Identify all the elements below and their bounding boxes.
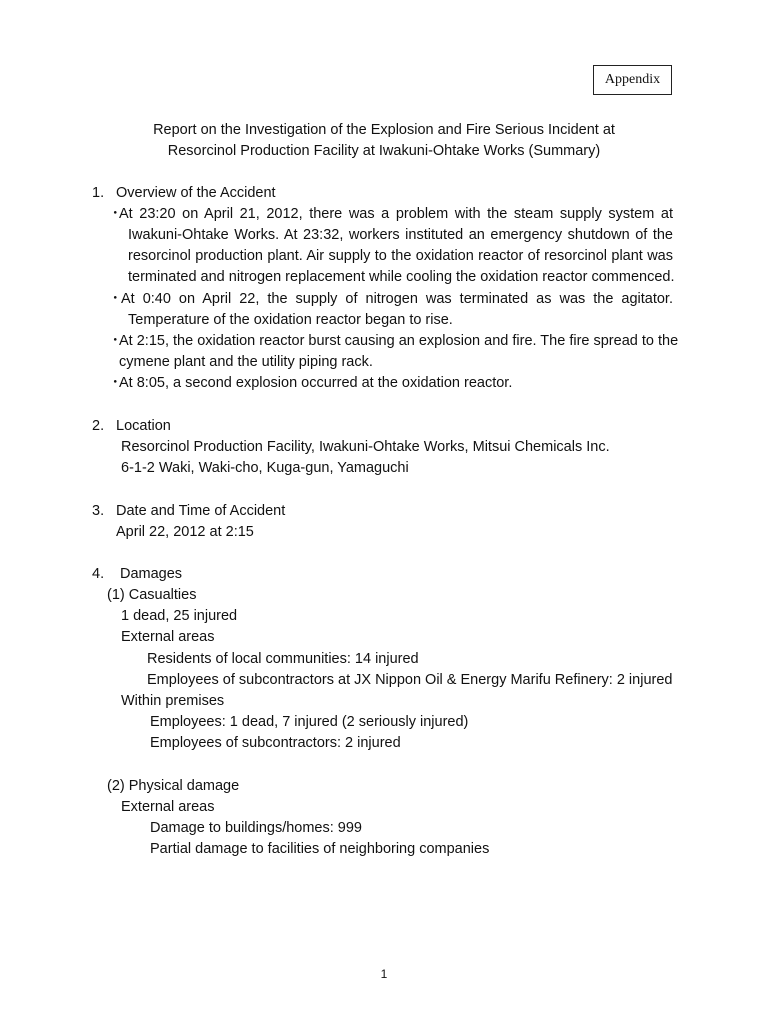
bullet-3-marker: ・: [108, 333, 123, 349]
bullet-2-line-1: At 0:40 on April 22, the supply of nitrogen was terminated as was the agitator.: [121, 291, 673, 307]
section-4-number: 4.: [92, 566, 105, 582]
bullet-1-line-3: resorcinol production plant. Air supply to the oxidation reactor of resorcinol plant was: [128, 248, 673, 264]
bullet-1-line-2: Iwakuni-Ohtake Works. At 23:32, workers instituted an emergency shutdown of the: [128, 227, 673, 243]
casualties-total: 1 dead, 25 injured: [121, 608, 238, 624]
section-4-heading: Damages: [120, 566, 183, 582]
bullet-1-line-1: At 23:20 on April 21, 2012, there was a problem with the steam supply system at: [119, 206, 673, 222]
page-number: 1: [380, 967, 388, 981]
bullet-4-marker: ・: [108, 375, 123, 391]
section-1-heading: Overview of the Accident: [116, 185, 276, 201]
casualties-external-residents: Residents of local communities: 14 injured: [147, 651, 419, 667]
bullet-3-line-1: At 2:15, the oxidation reactor burst causing an explosion and fire. The fire spread to the: [119, 333, 679, 349]
section-1-number: 1.: [92, 185, 105, 201]
report-title-line-1: Report on the Investigation of the Explosion and Fire Serious Incident at: [153, 122, 615, 138]
section-2-heading: Location: [116, 418, 171, 434]
bullet-3-line-2: cymene plant and the utility piping rack.: [119, 354, 373, 370]
bullet-4-line-1: At 8:05, a second explosion occurred at the oxidation reactor.: [119, 375, 513, 391]
report-title-line-2: Resorcinol Production Facility at Iwakuni-Ohtake Works (Summary): [167, 143, 601, 159]
casualties-within-subcontractors: Employees of subcontractors: 2 injured: [150, 735, 401, 751]
casualties-external-heading: External areas: [121, 629, 215, 645]
casualties-external-subcontractors: Employees of subcontractors at JX Nippon Oil & Energy Marifu Refinery: 2 injured: [147, 672, 673, 688]
physical-external-heading: External areas: [121, 799, 215, 815]
physical-buildings-damage: Damage to buildings/homes: 999: [150, 820, 362, 836]
bullet-1-line-4: terminated and nitrogen replacement while cooling the oxidation reactor commenced.: [128, 269, 675, 285]
location-address: 6-1-2 Waki, Waki-cho, Kuga-gun, Yamaguchi: [121, 460, 409, 476]
location-facility: Resorcinol Production Facility, Iwakuni-Ohtake Works, Mitsui Chemicals Inc.: [121, 439, 610, 455]
casualties-within-employees: Employees: 1 dead, 7 injured (2 seriously injured): [150, 714, 469, 730]
physical-damage-heading: (2) Physical damage: [107, 778, 240, 794]
section-3-number: 3.: [92, 503, 105, 519]
accident-date-time: April 22, 2012 at 2:15: [116, 524, 254, 540]
bullet-2-line-2: Temperature of the oxidation reactor began to rise.: [128, 312, 453, 328]
section-3-heading: Date and Time of Accident: [116, 503, 286, 519]
casualties-heading: (1) Casualties: [107, 587, 197, 603]
section-2-number: 2.: [92, 418, 105, 434]
bullet-2-marker: ・: [108, 291, 123, 307]
casualties-within-heading: Within premises: [121, 693, 225, 709]
physical-neighbor-damage: Partial damage to facilities of neighboring companies: [150, 841, 490, 857]
bullet-1-marker: ・: [108, 206, 123, 222]
appendix-label: Appendix: [593, 65, 672, 95]
